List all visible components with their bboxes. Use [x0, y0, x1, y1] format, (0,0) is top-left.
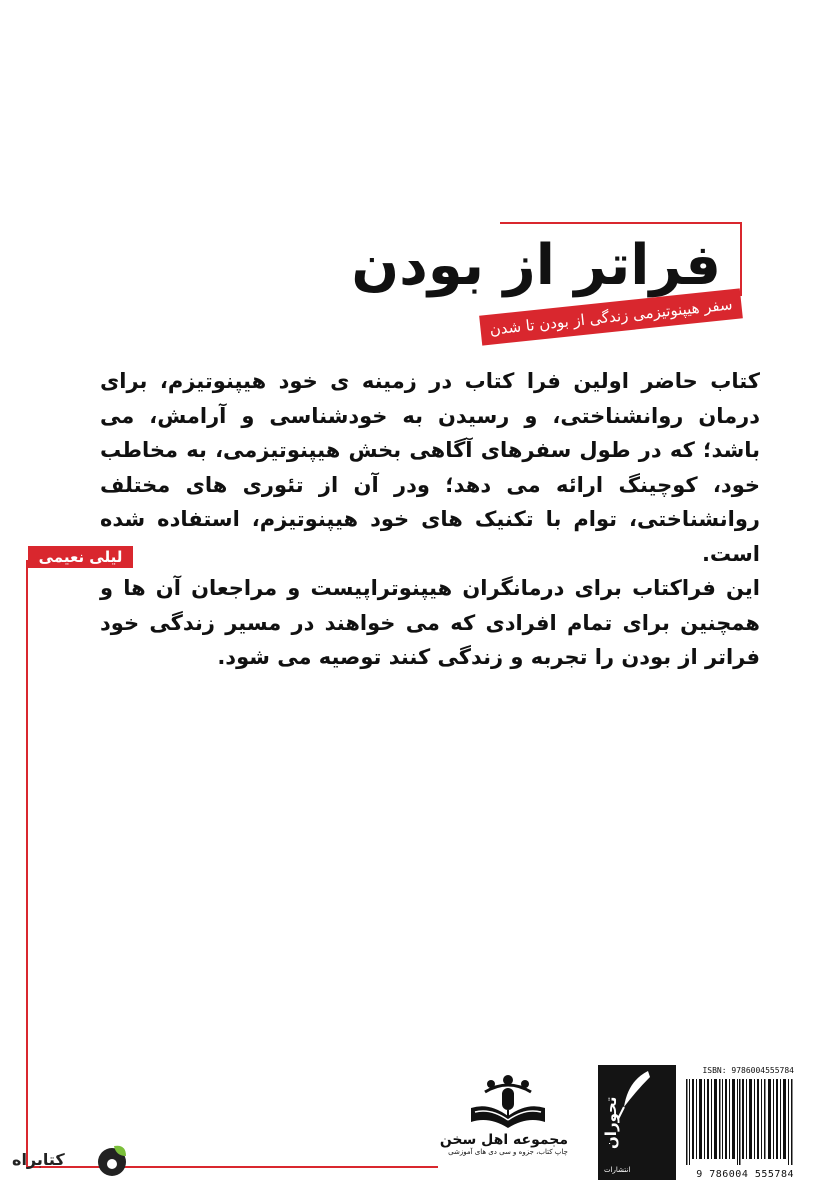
author-name: لیلی نعیمی — [28, 546, 133, 568]
book-subtitle: سفر هیپنوتیزمی زندگی از بودن تا شدن — [479, 288, 743, 345]
title-block — [351, 222, 745, 339]
isbn-barcode — [684, 1066, 794, 1181]
ahle-sokhan-logo — [439, 1070, 568, 1180]
description-paragraph-2: این فراکتاب برای درمانگران هیپنوتراپیست و مراجعان آن ها و همچنین برای تمام افرادی که می خواهند در مسیر زندگی خود فراتر از بودن را تجربه و زندگی کنند توصیه می شود. — [100, 576, 760, 669]
description-text — [100, 364, 760, 675]
publisher-tag: انتشارات — [604, 1166, 631, 1174]
isbn-number-bottom: 9 786004 555784 — [696, 1169, 794, 1180]
ketabrah-logo — [12, 1140, 127, 1180]
store-label: کتابراه — [12, 1150, 65, 1169]
book-title: فراتر از بودن — [351, 233, 721, 298]
publisher-name: تحوران — [602, 1096, 620, 1149]
description-paragraph-1: کتاب حاضر اولین فرا کتاب در زمینه ی خود هیپنوتیزم، برای درمان روانشناختی، و رسیدن به خودشناسی و آرامش، می باشد؛ که در طول سفرهای آگاهی بخش هیپنوتیزمی، به مخاطب خود، کوچینگ ارائه می دهد؛ ودر آن از تئوری های مختلف روانشناختی، توام با تکنیک های خود هیپنوتیزم، استفاده شده است. — [100, 369, 760, 566]
open-book-microphone-icon — [465, 1070, 551, 1130]
ketabrah-leaf-icon — [92, 1140, 132, 1180]
isbn-number-top: ISBN: 9786004555784 — [702, 1066, 794, 1075]
barcode-bars-icon — [684, 1079, 794, 1165]
red-frame-left — [26, 560, 28, 1168]
logo-tagline: چاپ کتاب، جزوه و سی دی های آموزشی — [448, 1148, 568, 1156]
logo-name: مجموعه اهل سخن — [439, 1132, 568, 1148]
publisher-logo — [598, 1065, 676, 1180]
